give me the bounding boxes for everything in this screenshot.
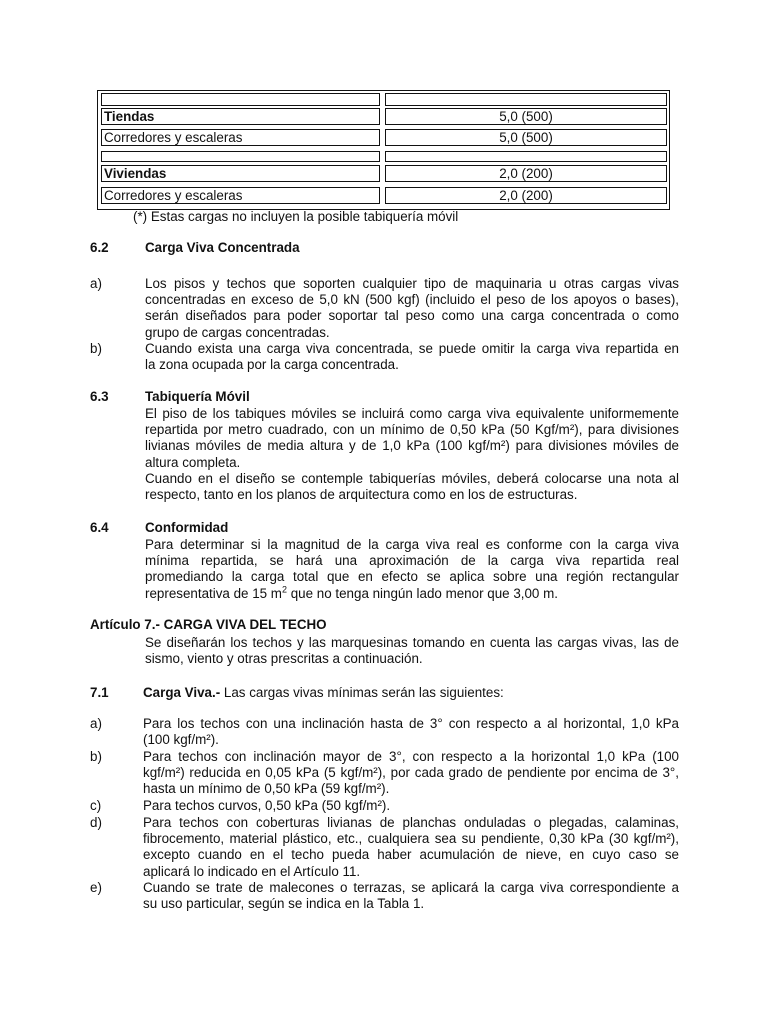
text-line: concentradas en exceso de 5,0 kN (500 kgf) (incluido el peso de los apoyos o bases),: [145, 292, 679, 308]
item-label: a): [90, 276, 102, 291]
paragraph: [145, 341, 679, 373]
list-item: [143, 798, 679, 814]
text-line: Para techos con inclinación mayor de 3°, con respecto a la horizontal 1,0 kPa (100: [143, 749, 679, 764]
text-line: serán diseñados para poder soportar tal peso como una carga concentrada o como: [145, 308, 679, 324]
table-cell-value: 5,0 (500): [385, 108, 667, 125]
text-line: promediando la carga total que en efecto se aplica sobre una región rectangular: [145, 569, 679, 585]
text-line: Para los techos con una inclinación hasta de 3° con respecto a al horizontal, 1,0 kPa: [143, 716, 679, 731]
section-text: Las cargas vivas mínimas serán las siguientes:: [220, 685, 504, 700]
section-title: Conformidad: [145, 520, 229, 535]
section-title: Carga Viva.-: [143, 685, 221, 700]
text-line: altura completa.: [145, 454, 241, 470]
text-line: repartida por metro cuadrado, con un mínimo de 0,50 kPa (50 Kgf/m²), para divisiones: [145, 422, 679, 438]
list-item: [143, 749, 679, 798]
list-item: [143, 716, 679, 748]
text-line: livianas móviles de media altura y de 1,0 kPa (100 kgf/m²) para divisiones móviles de: [145, 438, 679, 454]
text-line: mínima repartida, se hará una aproximación de la carga viva repartida real: [145, 553, 679, 569]
text-line: El piso de los tabiques móviles se incluirá como carga viva equivalente uniformemente: [145, 406, 679, 421]
text-line: Para techos con coberturas livianas de planchas onduladas o plegadas, calaminas,: [143, 815, 679, 830]
text-line: Cuando exista una carga viva concentrada, se puede omitir la carga viva repartida en: [145, 341, 679, 356]
text-line: Los pisos y techos que soporten cualquier tipo de maquinaria u otras cargas vivas: [145, 276, 679, 291]
text-line: kgf/m²) reducida en 0,05 kPa (5 kgf/m²), por cada grado de pendiente por encima de 3°,: [143, 765, 679, 781]
superscript: 2: [281, 584, 287, 595]
text-line: (100 kgf/m²).: [143, 732, 219, 748]
text-line: Se diseñarán los techos y las marquesinas tomando en cuenta las cargas vivas, las de: [145, 635, 679, 650]
item-label: b): [90, 341, 102, 356]
table-row-empty-label: [101, 93, 380, 106]
text-line: Cuando en el diseño se contemple tabiquerías móviles, deberá colocarse una nota al: [145, 470, 679, 486]
paragraph: [145, 406, 679, 503]
table-row-empty-value: [385, 93, 667, 106]
item-label: a): [90, 716, 102, 731]
section-title: Carga Viva Concentrada: [145, 240, 300, 255]
text-line: hasta un mínimo de 0,50 kPa (59 kgf/m²).: [143, 781, 390, 797]
text-fragment: representativa de 15 m: [145, 585, 282, 601]
table-cell-label: Tiendas: [101, 108, 380, 125]
text-line: respecto, tanto en los planos de arquitectura como en los de estructuras.: [145, 487, 578, 503]
text-line: sismo, viento y otras prescritas a continuación.: [145, 651, 423, 667]
text-line: grupo de cargas concentradas.: [145, 324, 330, 340]
load-table: [97, 90, 670, 210]
text-fragment: que no tenga ningún lado menor que 3,00 m.: [286, 585, 558, 601]
section-number: 7.1: [90, 685, 109, 700]
section-number: 6.2: [90, 240, 109, 255]
article-title: Artículo 7.- CARGA VIVA DEL TECHO: [90, 617, 327, 632]
table-cell-label: Corredores y escaleras: [101, 129, 380, 146]
section-title: Tabiquería Móvil: [145, 389, 250, 404]
table-cell-label: Viviendas: [101, 165, 380, 182]
item-label: c): [90, 798, 102, 813]
text-line: fibrocemento, material plástico, etc., cualquiera sea su pendiente, 0,30 kPa (30 kgf/m²),: [143, 831, 679, 847]
item-label: d): [90, 815, 102, 830]
text-line: la zona ocupada por la carga concentrada.: [145, 357, 399, 373]
table-footnote: (*) Estas cargas no incluyen la posible tabiquería móvil: [133, 209, 459, 224]
item-label: e): [90, 880, 102, 895]
list-item: [143, 815, 679, 880]
text-line: [145, 586, 679, 602]
text-line: su uso particular, según se indica en la Tabla 1.: [143, 896, 425, 912]
paragraph: [145, 537, 679, 602]
text-line: excepto cuando en el techo pueda haber acumulación de nieve, en cuyo caso se: [143, 847, 679, 863]
table-row-empty-value: [385, 151, 667, 162]
paragraph: [145, 635, 679, 667]
item-label: b): [90, 749, 102, 764]
list-item: [143, 880, 679, 912]
table-cell-value: 5,0 (500): [385, 129, 667, 146]
text-line: aplicará lo indicado en el Artículo 11.: [143, 863, 361, 879]
text-line: Para determinar si la magnitud de la carga viva real es conforme con la carga viva: [145, 537, 679, 552]
text-line: Cuando se trate de malecones o terrazas, se aplicará la carga viva correspondiente a: [143, 880, 679, 895]
text-line: Para techos curvos, 0,50 kPa (50 kgf/m²).: [143, 798, 391, 813]
section-heading: [143, 685, 504, 700]
table-cell-value: 2,0 (200): [385, 187, 667, 204]
paragraph: [145, 276, 679, 341]
table-row-empty-label: [101, 151, 380, 162]
table-cell-label: Corredores y escaleras: [101, 187, 380, 204]
table-cell-value: 2,0 (200): [385, 165, 667, 182]
section-number: 6.3: [90, 389, 109, 404]
section-number: 6.4: [90, 520, 109, 535]
